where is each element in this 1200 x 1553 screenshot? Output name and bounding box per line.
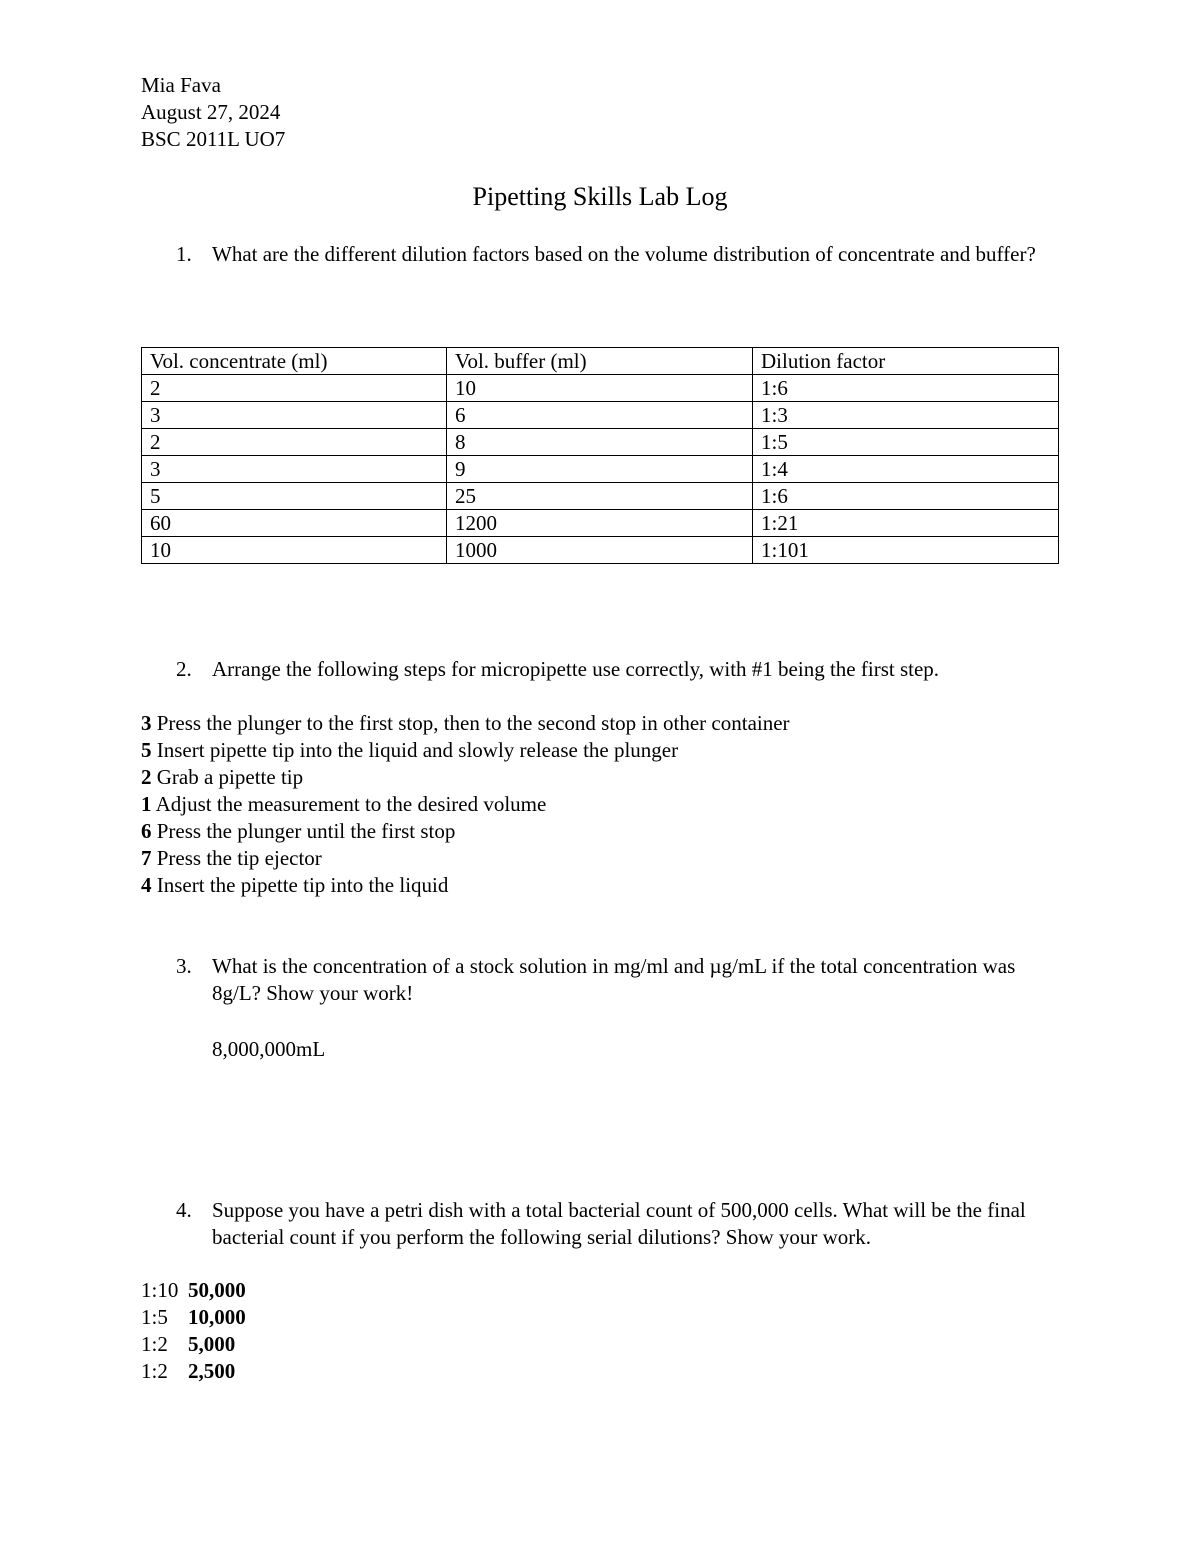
column-header: Dilution factor bbox=[753, 348, 1059, 375]
table-cell: 8 bbox=[447, 429, 753, 456]
table-cell: 1:101 bbox=[753, 537, 1059, 564]
question-text: What is the concentration of a stock solution in mg/ml and µg/mL if the total concentration was 8g/L? Show your work! bbox=[212, 954, 1016, 1005]
list-item bbox=[141, 818, 790, 845]
step-text: Insert pipette tip into the liquid and slowly release the plunger bbox=[151, 738, 679, 762]
table-cell: 1:6 bbox=[753, 375, 1059, 402]
table-row bbox=[142, 402, 1059, 429]
table-row bbox=[142, 483, 1059, 510]
step-number: 7 bbox=[141, 846, 152, 870]
step-text: Grab a pipette tip bbox=[151, 765, 304, 789]
table-cell: 10 bbox=[447, 375, 753, 402]
step-number: 4 bbox=[141, 873, 152, 897]
table-header-row bbox=[142, 348, 1059, 375]
bacterial-count: 2,500 bbox=[188, 1359, 236, 1383]
table-cell: 1:6 bbox=[753, 483, 1059, 510]
table-cell: 9 bbox=[447, 456, 753, 483]
table-cell: 60 bbox=[142, 510, 447, 537]
dilution-ratio: 1:2 bbox=[141, 1359, 168, 1383]
step-text: Press the plunger until the first stop bbox=[151, 819, 456, 843]
table-row bbox=[142, 456, 1059, 483]
column-header: Vol. buffer (ml) bbox=[447, 348, 753, 375]
step-number: 5 bbox=[141, 738, 152, 762]
table-cell: 2 bbox=[142, 375, 447, 402]
table-row bbox=[142, 375, 1059, 402]
table-cell: 3 bbox=[142, 402, 447, 429]
question-3 bbox=[176, 953, 1056, 1007]
table-cell: 25 bbox=[447, 483, 753, 510]
list-item bbox=[141, 1331, 246, 1358]
question-number: 1. bbox=[176, 242, 192, 266]
header-block bbox=[141, 72, 285, 153]
dilution-ratio: 1:5 bbox=[141, 1305, 168, 1329]
list-item bbox=[141, 1304, 246, 1331]
answer-text: 8,000,000mL bbox=[212, 1037, 326, 1061]
bacterial-count: 5,000 bbox=[188, 1332, 236, 1356]
step-text: Adjust the measurement to the desired volume bbox=[151, 792, 547, 816]
step-number: 2 bbox=[141, 765, 152, 789]
table-cell: 1000 bbox=[447, 537, 753, 564]
course-code: BSC 2011L UO7 bbox=[141, 127, 286, 151]
dilution-ratio: 1:2 bbox=[141, 1332, 168, 1356]
bacterial-count: 10,000 bbox=[188, 1305, 246, 1329]
list-item bbox=[141, 764, 790, 791]
step-number: 1 bbox=[141, 792, 152, 816]
step-number: 6 bbox=[141, 819, 152, 843]
question-text: Suppose you have a petri dish with a total bacterial count of 500,000 cells. What will be the final bacterial count if you perform the following serial dilutions? Show your work. bbox=[212, 1198, 1026, 1249]
step-text: Press the plunger to the first stop, then to the second stop in other container bbox=[151, 711, 790, 735]
dilution-table bbox=[141, 347, 1059, 564]
pipette-steps-list bbox=[141, 710, 790, 899]
question-number: 3. bbox=[176, 954, 192, 978]
question-4 bbox=[176, 1197, 1056, 1251]
list-item bbox=[141, 1358, 246, 1385]
list-item bbox=[141, 1277, 246, 1304]
table-cell: 1:3 bbox=[753, 402, 1059, 429]
question-text: Arrange the following steps for micropipette use correctly, with #1 being the first step. bbox=[212, 657, 940, 681]
table-cell: 10 bbox=[142, 537, 447, 564]
step-number: 3 bbox=[141, 711, 152, 735]
question-2 bbox=[176, 656, 1056, 683]
dilution-ratio: 1:10 bbox=[141, 1278, 179, 1302]
list-item bbox=[141, 737, 790, 764]
question-number: 4. bbox=[176, 1198, 192, 1222]
table-cell: 1:21 bbox=[753, 510, 1059, 537]
step-text: Insert the pipette tip into the liquid bbox=[151, 873, 449, 897]
bacterial-count: 50,000 bbox=[188, 1278, 246, 1302]
table-cell: 1200 bbox=[447, 510, 753, 537]
table-cell: 5 bbox=[142, 483, 447, 510]
author-name: Mia Fava bbox=[141, 73, 221, 97]
question-text: What are the different dilution factors based on the volume distribution of concentrate and buffer? bbox=[212, 242, 1036, 266]
list-item bbox=[141, 872, 790, 899]
table-cell: 3 bbox=[142, 456, 447, 483]
table-cell: 1:4 bbox=[753, 456, 1059, 483]
page-title: Pipetting Skills Lab Log bbox=[472, 182, 728, 211]
table-cell: 1:5 bbox=[753, 429, 1059, 456]
question-number: 2. bbox=[176, 657, 192, 681]
list-item bbox=[141, 710, 790, 737]
column-header: Vol. concentrate (ml) bbox=[142, 348, 447, 375]
table-cell: 2 bbox=[142, 429, 447, 456]
table-row bbox=[142, 510, 1059, 537]
table-row bbox=[142, 429, 1059, 456]
list-item bbox=[141, 845, 790, 872]
table-row bbox=[142, 537, 1059, 564]
document-date: August 27, 2024 bbox=[141, 100, 281, 124]
table-cell: 6 bbox=[447, 402, 753, 429]
question-1 bbox=[176, 241, 1056, 268]
list-item bbox=[141, 791, 790, 818]
serial-dilution-list bbox=[141, 1277, 246, 1385]
step-text: Press the tip ejector bbox=[151, 846, 322, 870]
